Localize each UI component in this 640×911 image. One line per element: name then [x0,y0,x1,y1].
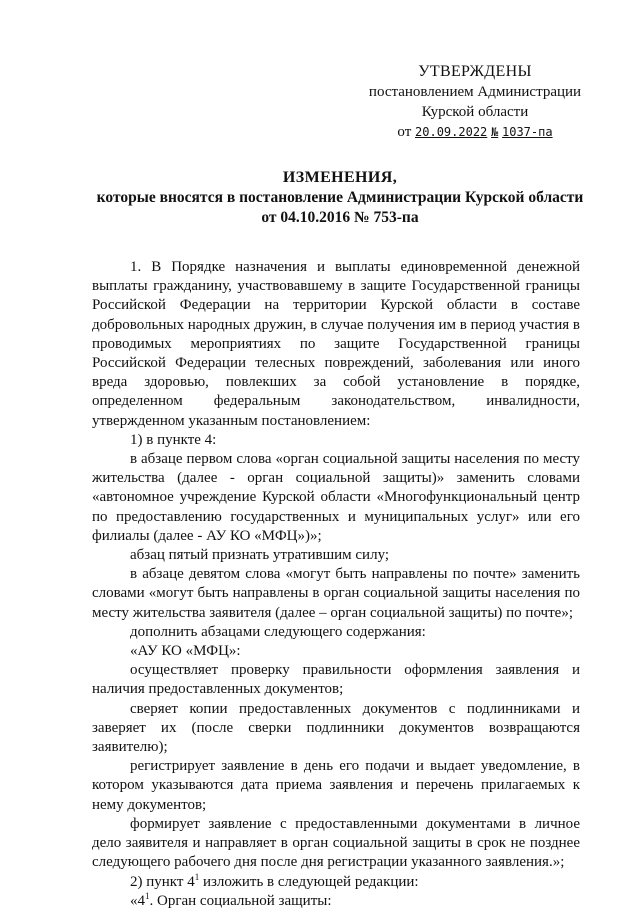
superscript: 1 [194,871,200,882]
approval-block [360,62,590,142]
approval-number: 1037-па [502,125,553,139]
paragraph: в абзаце первом слова «орган социальной защиты населения по месту жительства (далее - орган социальной защиты)» заменить словами «автономное учреждение Курской области «Многофункциональный центр по предоставлению государственных и муниципальных услуг» или его филиалы (далее - АУ КО «МФЦ»)»; [92,451,580,544]
text-run: «4 [130,892,145,909]
date-prefix: от [397,124,412,140]
paragraph: регистрирует заявление в день его подачи и выдает уведомление, в котором указываются дата приема заявления и перечень прилагаемых к нему документов; [92,758,580,813]
approval-date-line [360,122,590,142]
paragraph [92,892,580,911]
approval-date: 20.09.2022 [415,125,488,139]
text-run: изложить в следующей редакции: [199,873,419,890]
paragraph: формирует заявление с предоставленными документами в личное дело заявителя и направляет в орган социальной защиты в срок не позднее следующего рабочего дня после дня регистрации указанного заявления.»; [92,815,580,871]
paragraph: 1. В Порядке назначения и выплаты единовременной денежной выплаты гражданину, участвовавшему в защите Государственной границы Российской Федерации на территории Курской области в составе добровольных народных дружин, в случае получения им в период участия в проводимых мероприятиях по защите Государственной границы Российской Федерации телесных повреждений, заболевания или иного вреда здоровью, повлекших за собой установление в порядке, определенном федеральным законодательством, инвалидности, утвержденном указанным постановлением: [92,259,580,429]
paragraph: «АУ КО «МФЦ»: [130,643,241,660]
paragraph: дополнить абзацами следующего содержания: [130,623,426,640]
approval-line-1: постановлением Администрации [368,84,582,100]
superscript: 1 [145,890,150,901]
title-line-1: ИЗМЕНЕНИЯ, [282,169,398,186]
number-prefix: № [491,125,499,139]
approval-head: УТВЕРЖДЕНЫ [418,63,532,80]
paragraph: осуществляет проверку правильности оформления заявления и наличия предоставленных документов; [92,662,580,698]
text-run: . Орган социальной защиты: [149,892,332,909]
approval-line-2: Курской области [421,104,529,120]
paragraph: 1) в пункте 4: [130,431,217,448]
title-line-3: от 04.10.2016 № 753-па [261,209,419,226]
title-line-2: которые вносятся в постановление Администрации Курской области [96,189,584,206]
paragraph: абзац пятый признать утратившим силу; [130,547,390,564]
paragraph [92,873,580,892]
document-body [92,258,580,911]
text-run: 2) пункт 4 [130,873,195,890]
document-title [80,168,600,228]
paragraph: в абзаце девятом слова «могут быть направлены по почте» заменить словами «могут быть направлены в орган социальной защиты населения по месту жительства заявителя (далее – орган социальной защиты) по почте»; [92,566,580,621]
paragraph: сверяет копии предоставленных документов с подлинниками и заверяет их (после сверки подлинники документов возвращаются заявителю); [92,700,580,756]
